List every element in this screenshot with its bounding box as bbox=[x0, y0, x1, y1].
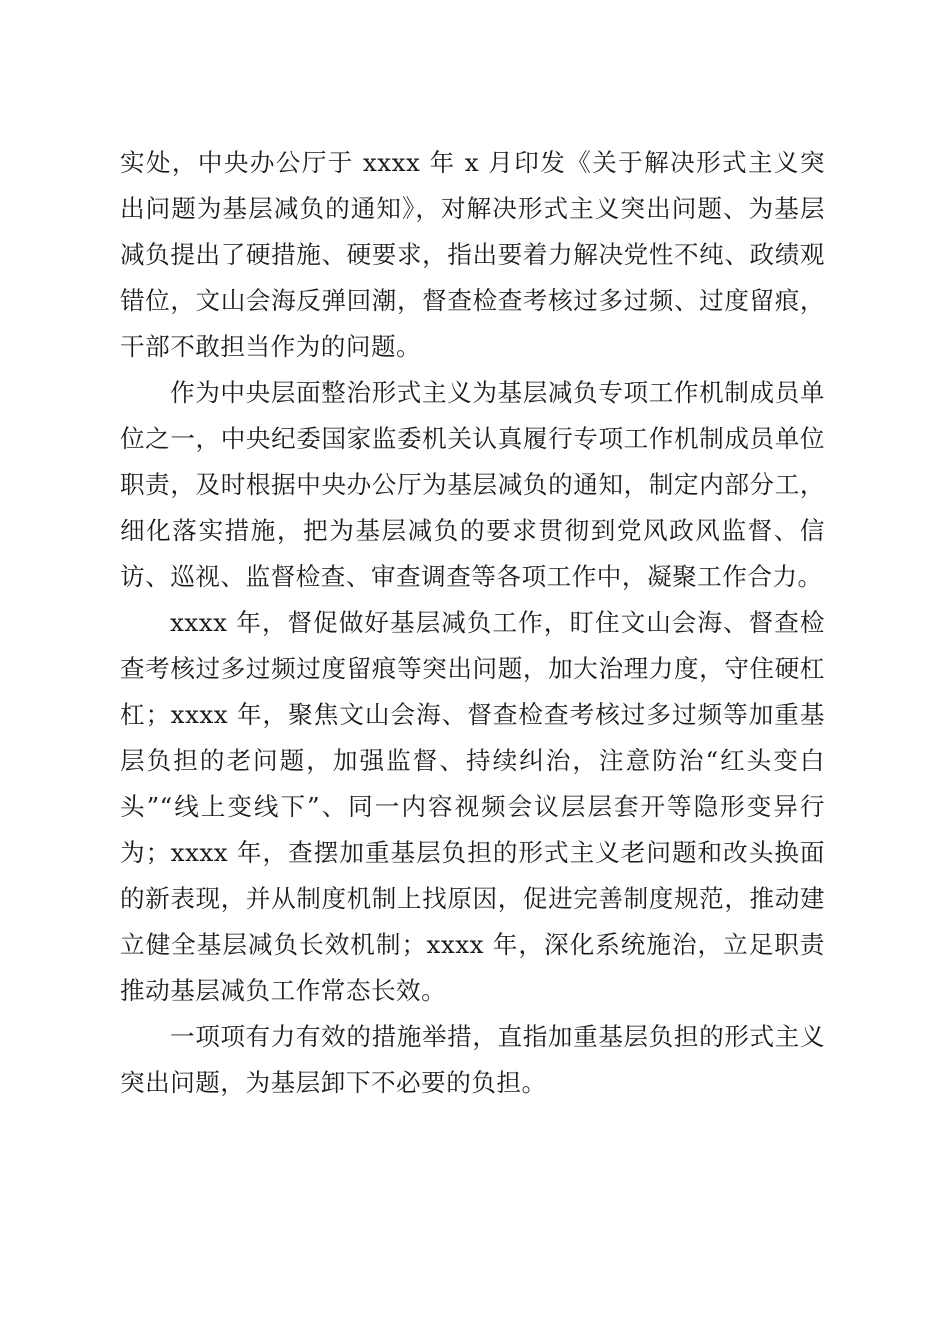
paragraph-3: xxxx 年，督促做好基层减负工作，盯住文山会海、督查检查考核过多过频过度留痕等突出问题，加大治理力度，守住硬杠杠；xxxx 年，聚焦文山会海、督查检查考核过多过频等加重基层负担的老问题，加强监督、持续纠治，注意防治“红头变白头”“线上变线下”、同一内容视频会议层层套开等隐形变异行为；xxxx 年，查摆加重基层负担的形式主义老问题和改头换面的新表现，并从制度机制上找原因，促进完善制度规范，推动建立健全基层减负长效机制；xxxx 年，深化系统施治，立足职责推动基层减负工作常态长效。 bbox=[120, 608, 825, 1005]
paragraph-4: 一项项有力有效的措施举措，直指加重基层负担的形式主义突出问题，为基层卸下不必要的负担。 bbox=[120, 1022, 825, 1097]
paragraph-2: 作为中央层面整治形式主义为基层减负专项工作机制成员单位之一，中央纪委国家监委机关认真履行专项工作机制成员单位职责，及时根据中央办公厅为基层减负的通知，制定内部分工，细化落实措施，把为基层减负的要求贯彻到党风政风监督、信访、巡视、监督检查、审查调查等各项工作中，凝聚工作合力。 bbox=[120, 378, 825, 591]
paragraph-1: 实处，中央办公厅于 xxxx 年 x 月印发《关于解决形式主义突出问题为基层减负的通知》，对解决形式主义突出问题、为基层减负提出了硬措施、硬要求，指出要着力解决党性不纯、政绩观错位，文山会海反弹回潮，督查检查考核过多过频、过度留痕，干部不敢担当作为的问题。 bbox=[120, 148, 825, 361]
document-body bbox=[120, 140, 825, 1106]
